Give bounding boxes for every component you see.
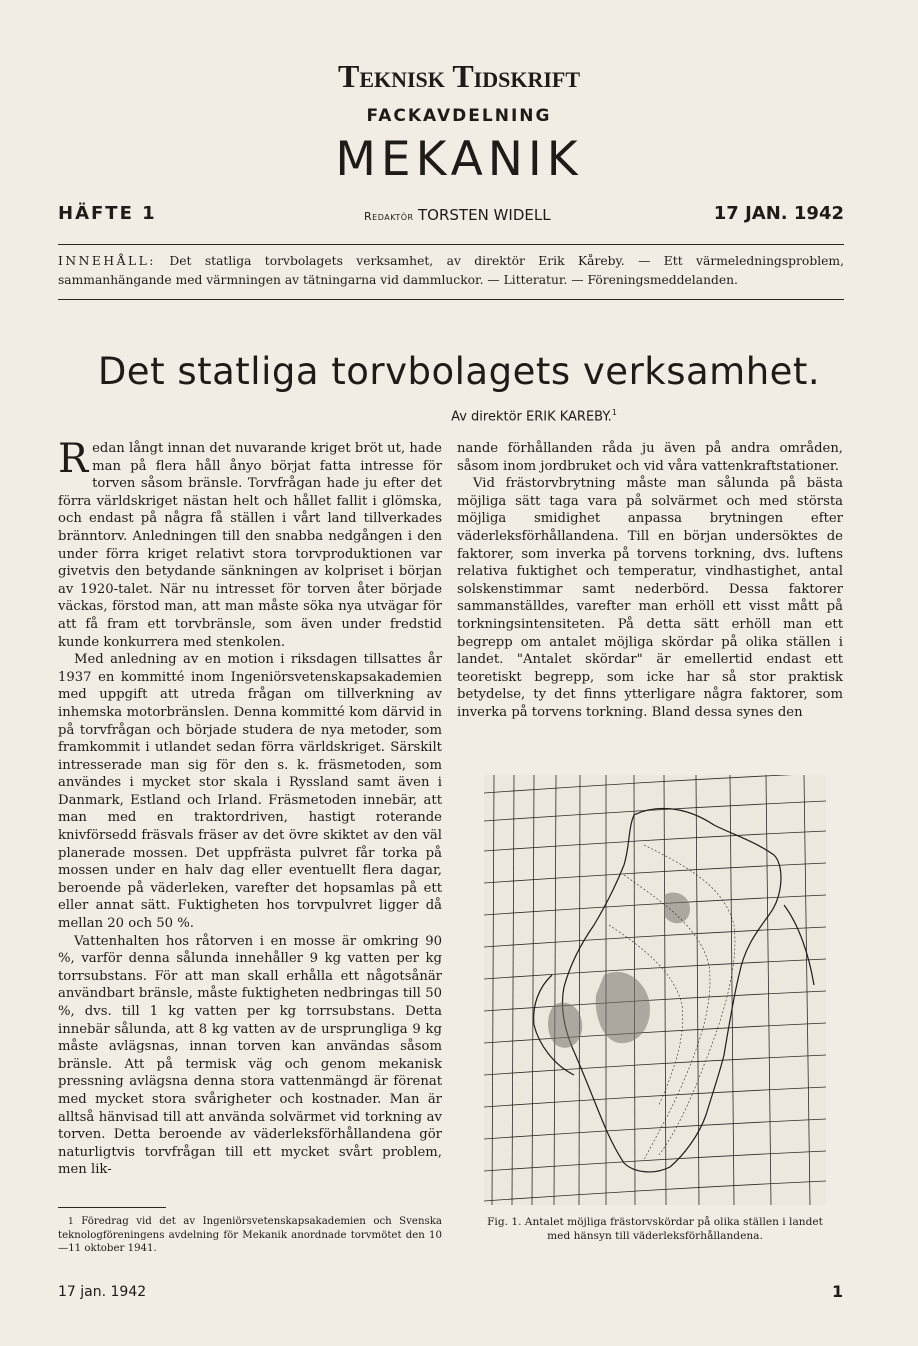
paragraph-1 (58, 436, 442, 651)
article-column-right (457, 440, 843, 722)
byline-footnote-marker: 1 (611, 408, 617, 417)
footer-date: 17 jan. 1942 (58, 1284, 147, 1300)
issue-date: 17 JAN. 1942 (713, 203, 844, 224)
byline-text: Av direktör ERIK KAREBY. (451, 409, 612, 425)
contents-text: Det statliga torvbolagets verksamhet, av direktör Erik Kåreby. — Ett värmeledningsproblem, sammanhängande med värmningen av tätningarna vid dammluckor. — Litteratur. — Föreningsmeddelanden. (58, 254, 844, 287)
footnote-rule (58, 1207, 166, 1208)
page-number: 1 (832, 1282, 844, 1301)
drop-cap: R (58, 436, 89, 482)
paragraph-5: Vid frästorvbrytning måste man sålunda på bästa möjliga sätt taga vara på solvärmet och med största möjliga smidighet anpassa brytningen efter väderleksförhållandena. Till en början undersöktes de faktorer, som inverka på torvens torkning, dvs. luftens relativa fuktighet och temperatur, vindhastighet, antal solskenstimmar samt nederbörd. Dessa faktorer sammanställdes, varefter man erhöll ett visst mått på torkningsintensiteten. På detta sätt erhöll man ett begrepp om antalet möjliga skördar på olika ställen i landet. "Antalet skördar" är emellertid endast ett teoretiskt begrepp, som icke har så stor praktisk betydelse, ty det finns ytterligare några faktorer, som inverka på torvens torkning. Bland dessa synes den (457, 476, 843, 720)
issue-info-row (58, 203, 844, 227)
section-title: MEKANIK (335, 132, 583, 187)
contents-heading: INNEHÅLL: (58, 254, 156, 268)
footnote (58, 1215, 442, 1256)
division-label: FACKAVDELNING (366, 106, 552, 126)
paragraph-3: Vattenhalten hos råtorven i en mosse är omkring 90 %, varför denna sålunda innehåller 9 kg vatten per kg torrsubstans. För att man skall erhålla ett någotsånär användbart bränsle, måste fuktigheten nedbringas till 50 %, dvs. till 1 kg vatten per kg torrsubstans. Detta innebär sålunda, att 8 kg vatten av de ursprungliga 9 kg måste avlägsnas, innan torven kan användas såsom bränsle. Att på termisk väg och genom mekanisk pressning avlägsna denna stora vattenmängd är förenat med mycket stora svårigheter och kostnader. Man är alltså hänvisad till att använda solvärmet vid torkning av torven. Detta beroende av väderleksförhållandena gör naturligtvis torvfrågan till ett mycket svårt problem, men lik- (58, 933, 442, 1178)
table-of-contents (58, 244, 844, 300)
editor-credit (364, 206, 551, 224)
figure-map (484, 775, 826, 1205)
masthead (0, 58, 918, 186)
editor-label: Redaktör (364, 210, 414, 223)
journal-title: Teknisk Tidskrift (337, 58, 581, 94)
paragraph-2: Med anledning av en motion i riksdagen tillsattes år 1937 en kommitté inom Ingeniörsvetenskapsakademien med uppgift att utreda frågan om tillverkning av inhemska motorbränslen. Denna kommitté kom därvid in på torvfrågan och började studera de nya metoder, som framkommit i utlandet sedan förra världskriget. Särskilt intresserade man sig för den s. k. fräsmetoden, som användes i mycket stor skala i Ryssland samt även i Danmark, Estland och Irland. Fräsmetoden innebär, att man med en traktordriven, hastigt roterande knivförsedd fräsvals fräser av det övre skiktet av den väl planerade mossen. Det uppfrästa pulvret får torka på mossen under en halv dag eller eventuellt flera dagar, beroende på väderleken, varefter det hopsamlas på ett eller annat sätt. Fuktigheten hos torvpulvret ligger då mellan 20 och 50 %. (58, 652, 442, 932)
byline (0, 408, 918, 424)
footnote-number: 1 (68, 1217, 74, 1227)
map-of-sweden-illustration (484, 775, 826, 1205)
article-title: Det statliga torvbolagets verksamhet. (97, 350, 821, 393)
figure-caption: Fig. 1. Antalet möjliga frästorvskördar på olika ställen i landet med hänsyn till väderleksförhållandena. (487, 1216, 823, 1242)
paragraph-4: nande förhållanden råda ju även på andra områden, såsom inom jordbruket och vid våra vattenkraftstationer. (457, 441, 843, 474)
issue-number: HÄFTE 1 (58, 203, 157, 224)
editor-name: TORSTEN WIDELL (418, 206, 551, 224)
footnote-text: Föredrag vid det av Ingeniörsvetenskapsakademien och Svenska teknologföreningens avdelning för Mekanik anordnade torvmötet den 10—11 oktober 1941. (58, 1216, 442, 1255)
paragraph-1-text: edan långt innan det nuvarande kriget bröt ut, hade man på flera håll ånyo börjat fatta intresse för torven såsom bränsle. Torvfrågan hade ju efter det förra världskriget nästan helt och hållet fallit i glömska, och endast på några få ställen i vårt land tillverkades bränntorv. Anledningen till den snabba nedgången i den under förra kriget relativt stora torvproduktionen var givetvis den betydande sänkningen av kolpriset i början av 1920-talet. När nu intresset för torven åter började väckas, förstod man, att man måste söka nya utvägar för att få fram ett torvbränsle, som även under fredstid kunde konkurrera med stenkolen. (58, 441, 442, 650)
article-column-left (58, 436, 442, 1179)
